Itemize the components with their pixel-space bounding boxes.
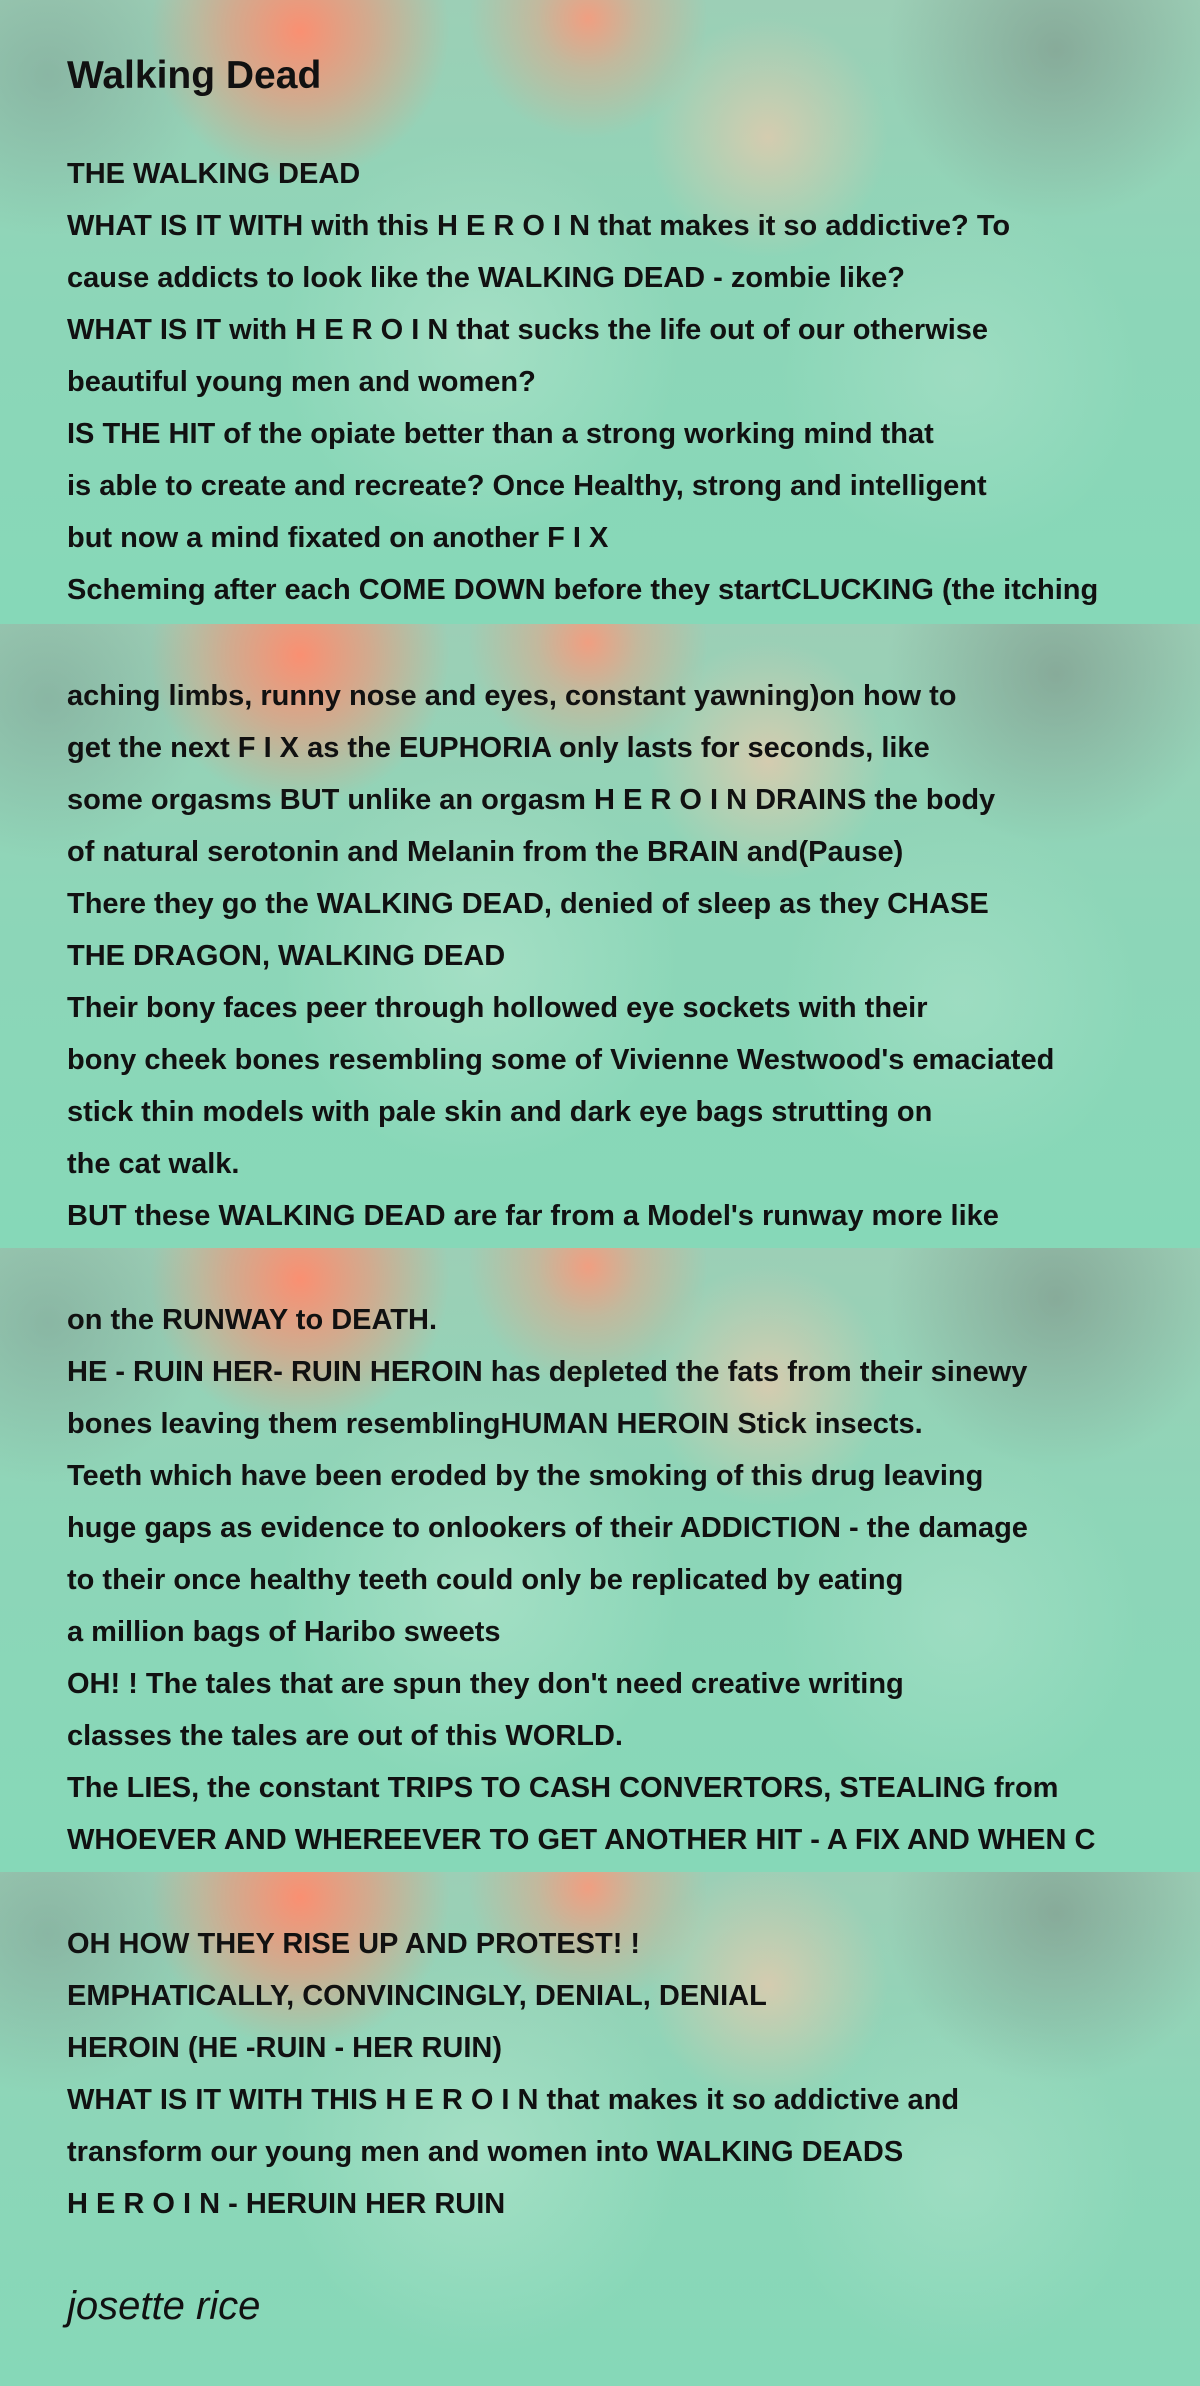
poem-line: huge gaps as evidence to onlookers of their ADDICTION - the damage (67, 1512, 1028, 1544)
poem-stanza (67, 670, 1054, 1242)
poem-line: transform our young men and women into WALKING DEADS (67, 2136, 904, 2168)
poem-line: aching limbs, runny nose and eyes, constant yawning)on how to (67, 680, 957, 712)
poem-line: OH! ! The tales that are spun they don't need creative writing (67, 1668, 904, 1700)
poem-line: a million bags of Haribo sweets (67, 1616, 501, 1648)
poem-line: is able to create and recreate? Once Healthy, strong and intelligent (67, 470, 987, 502)
poem-line: beautiful young men and women? (67, 366, 536, 398)
poem-author: josette rice (67, 2284, 261, 2328)
poem-line: EMPHATICALLY, CONVINCINGLY, DENIAL, DENIAL (67, 1980, 767, 2012)
poem-line: OH HOW THEY RISE UP AND PROTEST! ! (67, 1928, 641, 1960)
poem-line: WHOEVER AND WHEREEVER TO GET ANOTHER HIT - A FIX AND WHEN C (67, 1824, 1096, 1856)
poem-line: WHAT IS IT WITH with this H E R O I N that makes it so addictive? To (67, 210, 1011, 242)
poem-line: The LIES, the constant TRIPS TO CASH CONVERTORS, STEALING from (67, 1772, 1059, 1804)
poem-stanza (67, 148, 1098, 616)
poem-line: BUT these WALKING DEAD are far from a Model's runway more like (67, 1200, 999, 1232)
poem-line: THE DRAGON, WALKING DEAD (67, 940, 506, 972)
poem-line: get the next F I X as the EUPHORIA only lasts for seconds, like (67, 732, 930, 764)
poem-line: There they go the WALKING DEAD, denied of sleep as they CHASE (67, 888, 989, 920)
poem-line: some orgasms BUT unlike an orgasm H E R O I N DRAINS the body (67, 784, 996, 816)
poem-line: HE - RUIN HER- RUIN HEROIN has depleted the fats from their sinewy (67, 1356, 1028, 1388)
poem-line: H E R O I N - HERUIN HER RUIN (67, 2188, 506, 2220)
poem-line: Their bony faces peer through hollowed eye sockets with their (67, 992, 928, 1024)
poem-line: bony cheek bones resembling some of Vivienne Westwood's emaciated (67, 1044, 1055, 1076)
poem-line: but now a mind fixated on another F I X (67, 522, 609, 554)
poem-line: classes the tales are out of this WORLD. (67, 1720, 623, 1752)
poem-stanza (67, 1294, 1095, 1866)
poem-line: cause addicts to look like the WALKING DEAD - zombie like? (67, 262, 905, 294)
poem-line: bones leaving them resemblingHUMAN HEROIN Stick insects. (67, 1408, 923, 1440)
poem-line: THE WALKING DEAD (67, 158, 361, 190)
poem-line: WHAT IS IT with H E R O I N that sucks the life out of our otherwise (67, 314, 989, 346)
poem-line: HEROIN (HE -RUIN - HER RUIN) (67, 2032, 502, 2064)
poem-stanza (67, 1918, 959, 2230)
poem-line: on the RUNWAY to DEATH. (67, 1304, 438, 1336)
poem-line: Teeth which have been eroded by the smoking of this drug leaving (67, 1460, 984, 1492)
poem-line: stick thin models with pale skin and dark eye bags strutting on (67, 1096, 933, 1128)
poem-line: of natural serotonin and Melanin from the BRAIN and(Pause) (67, 836, 904, 868)
poem-line: Scheming after each COME DOWN before they startCLUCKING (the itching (67, 574, 1099, 606)
poem-line: WHAT IS IT WITH THIS H E R O I N that makes it so addictive and (67, 2084, 960, 2116)
poem-line: IS THE HIT of the opiate better than a strong working mind that (67, 418, 934, 450)
poem-title: Walking Dead (67, 54, 322, 97)
poem-line: to their once healthy teeth could only be replicated by eating (67, 1564, 904, 1596)
poem-line: the cat walk. (67, 1148, 240, 1180)
